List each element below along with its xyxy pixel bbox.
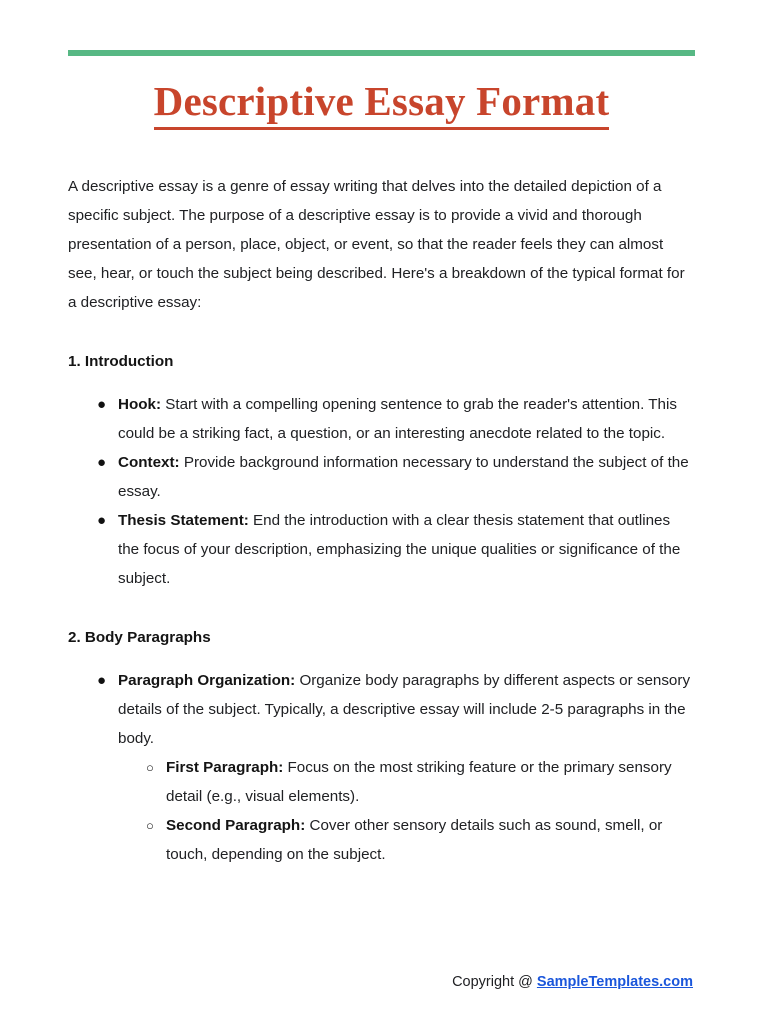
- list-item-text: Cover other sensory details such as sound, smell, or touch, depending on the subject.: [166, 817, 663, 864]
- bullet-disc-icon: ●: [97, 454, 107, 472]
- list-item-text: End the introduction with a clear thesis statement that outlines the focus of your description, emphasizing the unique qualities or significance of the subject.: [118, 512, 681, 588]
- bullet-circle-icon: ○: [146, 818, 154, 834]
- bullet-disc-icon: ●: [97, 396, 107, 414]
- list-item-lead: First Paragraph:: [166, 759, 284, 777]
- list-item-lead: Paragraph Organization:: [118, 672, 296, 690]
- footer: [0, 972, 762, 992]
- copyright-text: Copyright @: [452, 974, 537, 990]
- list-item-text: Organize body paragraphs by different aspects or sensory details of the subject. Typically, a descriptive essay will include 2-5 paragraphs in the body.: [118, 672, 691, 748]
- list-item: [68, 666, 695, 869]
- intro-paragraph: A descriptive essay is a genre of essay writing that delves into the detailed depiction of a specific subject. The purpose of a descriptive essay is to provide a vivid and thorough presentation of a person, place, object, or event, so that the reader feels they can almost see, hear, or touch the subject being described. Here's a breakdown of the typical format for a descriptive essay:: [68, 178, 685, 312]
- bullet-disc-icon: ●: [97, 512, 107, 530]
- list-item: [118, 753, 695, 811]
- list-item-lead: Hook:: [118, 396, 162, 414]
- list-item-text: Provide background information necessary to understand the subject of the essay.: [118, 454, 689, 501]
- list-item: [68, 448, 695, 506]
- list-item: [68, 390, 695, 448]
- sampletemplates-link[interactable]: SampleTemplates.com: [536, 974, 693, 990]
- list-item: [68, 506, 695, 593]
- document-content: [68, 78, 695, 869]
- bullet-disc-icon: ●: [97, 672, 107, 690]
- section-heading-introduction: 1. Introduction: [68, 353, 174, 371]
- section-introduction-list: [68, 390, 695, 593]
- list-item-text: Start with a compelling opening sentence to grab the reader's attention. This could be a striking fact, a question, or an interesting anecdote related to the topic.: [118, 396, 677, 443]
- page-title: [68, 78, 695, 134]
- list-item-lead: Thesis Statement:: [118, 512, 249, 530]
- bullet-circle-icon: ○: [146, 760, 154, 776]
- list-item-lead: Second Paragraph:: [166, 817, 306, 835]
- list-item: [118, 811, 695, 869]
- section-body-paragraphs-list: [68, 666, 695, 869]
- list-item-text: Focus on the most striking feature or the primary sensory detail (e.g., visual elements).: [166, 759, 672, 806]
- nested-list: [118, 753, 695, 869]
- section-heading-body-paragraphs: 2. Body Paragraphs: [68, 629, 211, 647]
- top-accent-rule: [68, 50, 695, 56]
- page-title-text: Descriptive Essay Format: [154, 78, 610, 130]
- list-item-lead: Context:: [118, 454, 180, 472]
